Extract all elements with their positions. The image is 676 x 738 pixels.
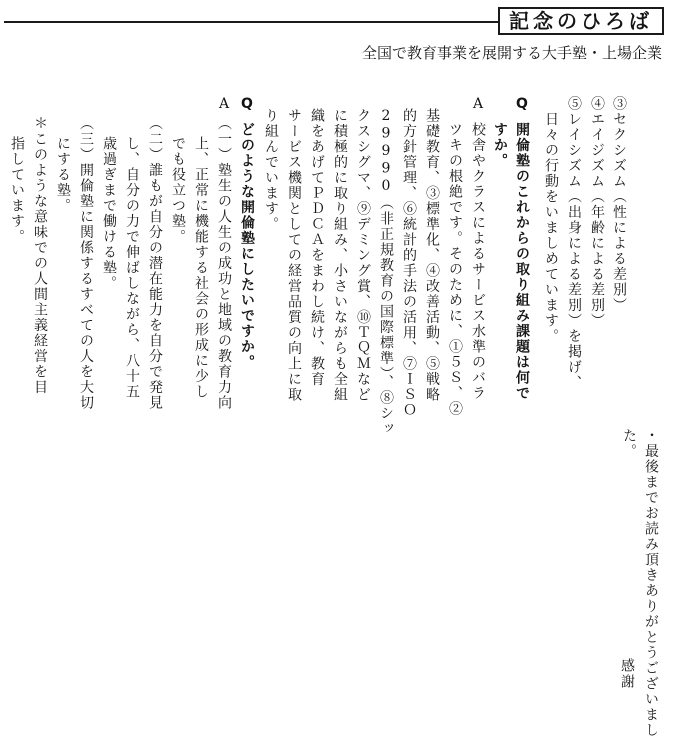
list-item: 日々の行動をいましめています。 <box>543 96 559 344</box>
answer-marker: A <box>470 96 486 114</box>
list-item: ③セクシズム（性による差別） <box>611 96 627 313</box>
answer-line: 29990（非正規教育の国際標準）、⑧シッ <box>378 108 394 437</box>
answer-line: （二）誰もが自分の潜在能力を自分で発見 <box>147 116 163 411</box>
answer-line: にする塾。 <box>55 136 71 214</box>
answer-line: （一）塾生の人生の成功と地域の教育力向 <box>216 116 232 411</box>
list-item: ④エイジズム（年齢による差別） <box>589 96 605 329</box>
answer-line: 上、正常に機能する社会の形成に少し <box>193 136 209 400</box>
answer-line: し、自分の力で伸ばしながら、八十五 <box>124 136 140 400</box>
closing-note: た。 <box>621 428 637 459</box>
answer-line: でも役立つ塾。 <box>170 136 186 245</box>
answer-line: 指しています。 <box>9 136 25 245</box>
question-text: 開倫塾のこれからの取り組み課題は何で <box>514 122 530 401</box>
answer-line: ＊このような意味での人間主義経営を目 <box>32 116 48 395</box>
answer-line: 歳過ぎまで働ける塾。 <box>101 136 117 291</box>
answer-line: 的方針管理、⑥統計的手法の活用、⑦ＩＳＯ <box>401 108 417 418</box>
answer-line: （三）開倫塾に関係するすべての人を大切 <box>78 116 94 411</box>
header-rule <box>4 21 498 23</box>
closing-note: ・最後までお読み頂きありがとうございまし <box>643 428 659 738</box>
answer-line: り組んでいます。 <box>263 108 279 232</box>
list-item: ⑤レイシズム（出身による差別）を掲げ、 <box>566 96 582 391</box>
answer-line: 基礎教育、③標準化、④改善活動、⑤戦略 <box>424 108 440 403</box>
answer-line: 織をあげてＰＤＣＡをまわし続け、教育 <box>309 108 325 387</box>
answer-line: サービス機関としての経営品質の向上に取 <box>286 108 302 403</box>
answer-line: に積極的に取り組み、小さいながらも全組 <box>332 108 348 403</box>
answer-marker: A <box>216 96 232 114</box>
section-title: 記念のひろば <box>498 7 664 35</box>
signoff: 感謝 <box>619 658 635 690</box>
subtitle: 全国で教育事業を展開する大手塾・上場企業 <box>361 44 662 62</box>
answer-line: ツキの根絶です。そのために、①５Ｓ、② <box>447 122 463 417</box>
answer-line: 校舎やクラスによるサービス水準のバラ <box>470 122 486 401</box>
answer-line: クスシグマ、⑨デミング賞、⑩ＴＱＭなど <box>355 108 371 403</box>
question-text: どのような開倫塾にしたいですか。 <box>239 122 255 370</box>
question-marker: Q <box>239 96 255 114</box>
question-marker: Q <box>514 96 530 114</box>
question-text: すか。 <box>492 122 508 169</box>
